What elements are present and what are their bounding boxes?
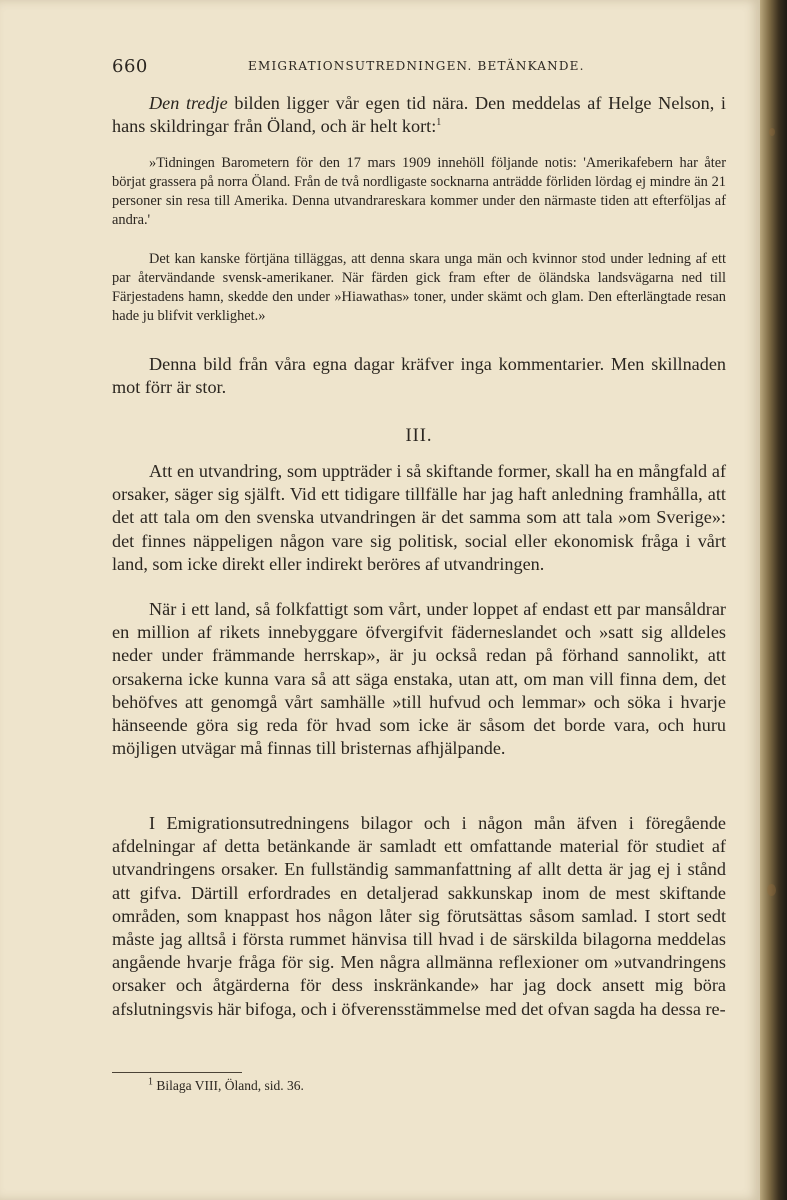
paragraph-intro-italic: Den tredje: [149, 93, 228, 113]
paragraph-comment: Denna bild från våra egna dagar kräfver inga kommentarier. Men skillnaden mot förr är stor.: [112, 354, 726, 398]
quote-continuation: Det kan kanske förtjäna tilläggas, att denna skara unga män och kvinnor stod under ledning af ett par återvändande svensk-amerikaner. När färden gick fram efter de öländska landsvägarna ned till Färjestadens hamn, skedde den under »Hiawathas» toner, under skämt och glam. Den efterlängtade resan hade ju blifvit verklighet.»: [112, 251, 726, 324]
page-number: 660: [112, 56, 148, 77]
quote-newspaper: »Tidningen Barometern för den 17 mars 1909 innehöll följande notis: 'Amerikafebern har åter börjat grassera på norra Öland. Från de två nordligaste socknarna anträdde förliden lördag ej mindre än 21 personer sin resa till Amerika. Denna utvandrareskara kommer under den närmaste tiden att efterföljas af andra.': [112, 155, 726, 228]
paragraph-section-1: Att en utvandring, som uppträder i så skiftande former, skall ha en mångfald af orsaker, säger sig själft. Vid ett tidigare tillfälle har jag haft anledning framhålla, att det att tala om den svenska utvandringen är det samma som att tala »om Sverige»: det finnes näppeligen någon vare sig politisk, social eller ekonomisk fråga i vårt land, som icke direkt eller indirekt beröres af utvandringen.: [112, 461, 726, 574]
paragraph-intro-text: bilden ligger vår egen tid nära. Den meddelas af Helge Nelson, i hans skildringar från Öland, och är helt kort:: [112, 93, 726, 137]
paper-stain: [769, 128, 775, 136]
section-heading: III.: [405, 426, 433, 446]
paper-stain: [767, 884, 776, 896]
footnote: [148, 1078, 304, 1094]
paragraph-section-2: När i ett land, så folkfattigt som vårt, under loppet af endast ett par mansåldrar en million af rikets innebyggare öfvergifvit fäderneslandet och »satt sig alldeles neder under främmande herrskap», är ju också redan på förhand sannolikt, att orsakerna icke kunna vara så att säga enstaka, utan att, om man vill finna dem, det behöfves att genomgå vårt samhälle »till hufvud och lemmar» och söka i hvarje hänseende göra sig reda för hvad som icke är såsom det borde vara, och huru möjligen utvägar må finnas till bristernas afhjälpande.: [112, 599, 726, 759]
footnote-text: Bilaga VIII, Öland, sid. 36.: [156, 1078, 304, 1093]
paragraph-intro: [112, 92, 726, 138]
footnote-reference: 1: [436, 117, 442, 129]
footnote-marker: 1: [148, 1076, 153, 1088]
paragraph-section-3: I Emigrationsutredningens bilagor och i någon mån äfven i föregående afdelningar af detta betänkande är samladt ett omfattande material för studiet af utvandringens orsaker. En fullständig sammanfattning af allt detta är jag ej i stånd att gifva. Därtill erfordrades en detaljerad sakkunskap inom de mest skiftande områden, som knappast hos någon låter sig förutsättas såsom samlad. I stort sedt måste jag alltså i första rummet hänvisa till hvad i de särskilda bilagorna meddelas angående hvarje fråga för sig. Men några allmänna reflexioner om »utvandringens orsaker och åtgärderna för dess inskränkande» har jag dock ansett mig böra afslutningsvis här bifoga, och i öfverensstämmelse med det ofvan sagda ha dessa re-: [112, 813, 726, 1019]
footnote-rule: [112, 1072, 242, 1073]
running-title: EMIGRATIONSUTREDNINGEN. BETÄNKANDE.: [248, 59, 585, 73]
book-page-edge: [760, 0, 787, 1200]
